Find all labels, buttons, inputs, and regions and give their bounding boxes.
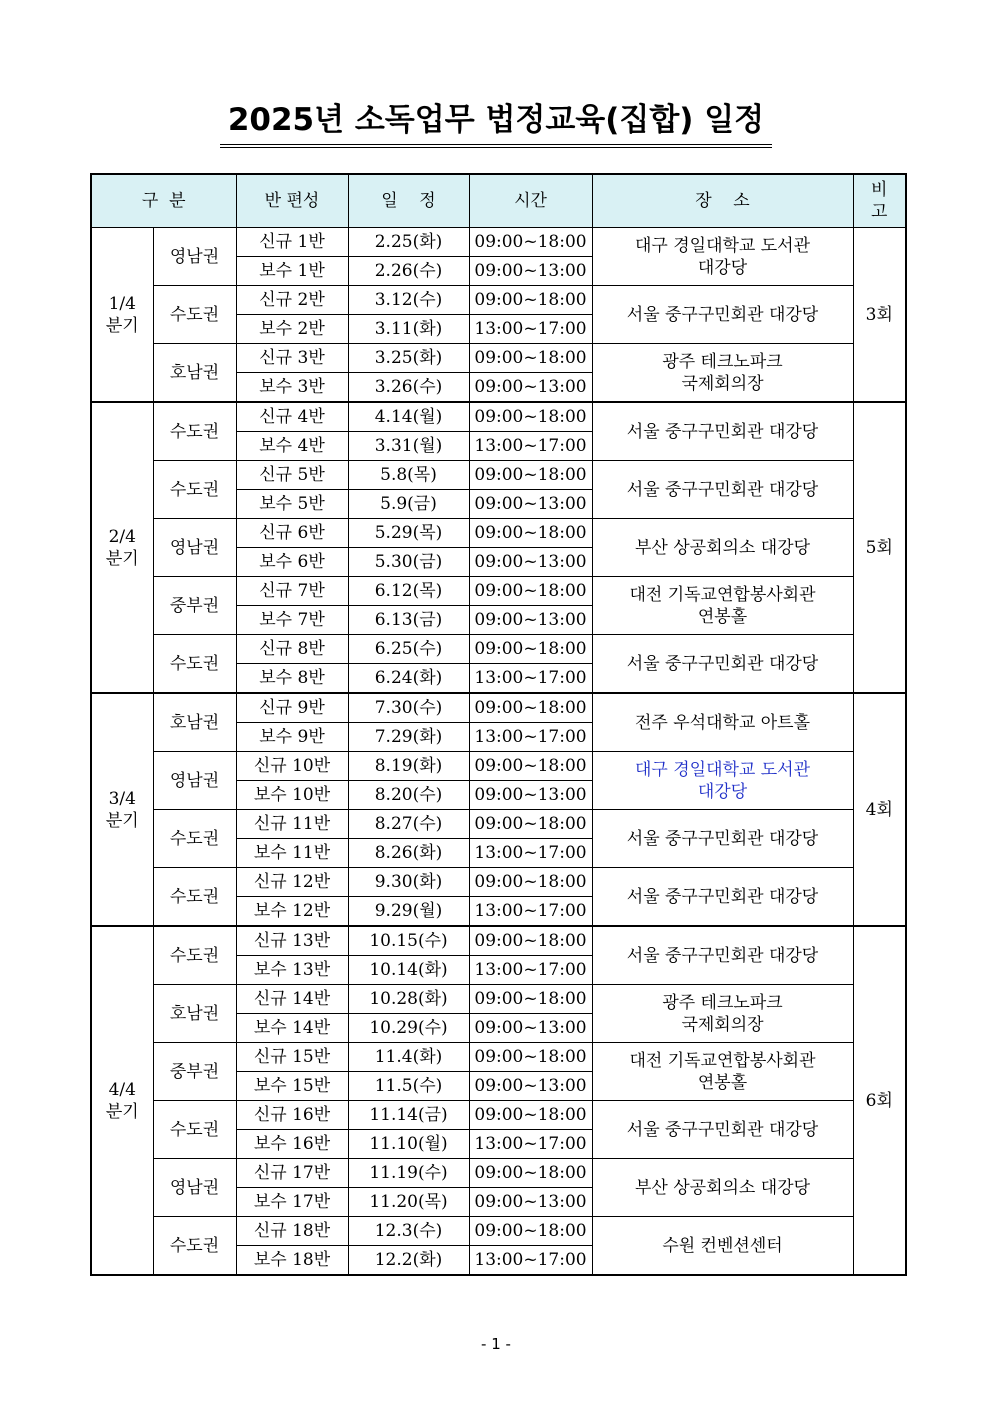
place-line-1: 서울 중구구민회관 대강당	[626, 421, 819, 442]
region-cell: 수도권	[153, 286, 236, 344]
page-title: 2025년 소독업무 법정교육(집합) 일정	[220, 100, 772, 148]
class-cell: 보수 10반	[236, 781, 348, 810]
time-cell: 09:00~18:00	[469, 1043, 592, 1072]
place-line-1: 서울 중구구민회관 대강당	[626, 653, 819, 674]
table-row	[91, 402, 906, 432]
time-cell: 09:00~18:00	[469, 344, 592, 373]
class-cell: 신규 18반	[236, 1217, 348, 1246]
place-cell	[592, 752, 853, 810]
quarter-label-sub: 분기	[105, 1101, 139, 1122]
class-cell: 보수 15반	[236, 1072, 348, 1101]
note-cell: 6회	[853, 926, 906, 1275]
time-cell: 09:00~13:00	[469, 781, 592, 810]
place-cell	[592, 519, 853, 577]
time-cell: 13:00~17:00	[469, 432, 592, 461]
class-cell: 신규 5반	[236, 461, 348, 490]
time-cell: 09:00~13:00	[469, 490, 592, 519]
time-cell: 09:00~18:00	[469, 519, 592, 548]
place-cell	[592, 810, 853, 868]
place-line-2: 국제회의장	[681, 1014, 764, 1035]
date-cell: 11.20(목)	[348, 1188, 469, 1217]
date-cell: 8.26(화)	[348, 839, 469, 868]
class-cell: 신규 6반	[236, 519, 348, 548]
date-cell: 11.5(수)	[348, 1072, 469, 1101]
class-cell: 신규 13반	[236, 926, 348, 956]
time-cell: 13:00~17:00	[469, 664, 592, 694]
date-cell: 2.25(화)	[348, 228, 469, 257]
time-cell: 13:00~17:00	[469, 315, 592, 344]
time-cell: 09:00~18:00	[469, 461, 592, 490]
region-cell: 수도권	[153, 926, 236, 985]
region-cell: 영남권	[153, 1159, 236, 1217]
place-cell	[592, 1217, 853, 1276]
date-cell: 10.14(화)	[348, 956, 469, 985]
class-cell: 보수 14반	[236, 1014, 348, 1043]
date-cell: 5.8(목)	[348, 461, 469, 490]
header-note	[853, 174, 906, 228]
class-cell: 신규 15반	[236, 1043, 348, 1072]
quarter-cell	[91, 228, 153, 403]
class-cell: 보수 18반	[236, 1246, 348, 1276]
quarter-label: 3/4	[108, 788, 136, 809]
time-cell: 09:00~18:00	[469, 577, 592, 606]
time-cell: 09:00~13:00	[469, 606, 592, 635]
date-cell: 5.9(금)	[348, 490, 469, 519]
place-cell	[592, 461, 853, 519]
place-line-1: 광주 테크노파크	[662, 992, 783, 1013]
place-line-1: 서울 중구구민회관 대강당	[626, 945, 819, 966]
time-cell: 09:00~18:00	[469, 635, 592, 664]
date-cell: 2.26(수)	[348, 257, 469, 286]
header-place: 장 소	[592, 174, 853, 228]
table-row	[91, 1159, 906, 1188]
quarter-label: 4/4	[108, 1079, 136, 1100]
place-line-1: 부산 상공회의소 대강당	[634, 537, 811, 558]
date-cell: 7.29(화)	[348, 723, 469, 752]
place-line-2: 연봉홀	[697, 606, 748, 627]
place-line-1: 서울 중구구민회관 대강당	[626, 479, 819, 500]
table-body	[91, 228, 906, 1276]
class-cell: 보수 9반	[236, 723, 348, 752]
quarter-label: 2/4	[108, 526, 136, 547]
region-cell: 영남권	[153, 228, 236, 286]
date-cell: 10.15(수)	[348, 926, 469, 956]
date-cell: 6.13(금)	[348, 606, 469, 635]
time-cell: 09:00~18:00	[469, 926, 592, 956]
time-cell: 13:00~17:00	[469, 956, 592, 985]
time-cell: 09:00~18:00	[469, 985, 592, 1014]
place-cell	[592, 344, 853, 403]
date-cell: 4.14(월)	[348, 402, 469, 432]
date-cell: 6.12(목)	[348, 577, 469, 606]
header-class: 반 편성	[236, 174, 348, 228]
class-cell: 신규 17반	[236, 1159, 348, 1188]
class-cell: 보수 1반	[236, 257, 348, 286]
region-cell: 영남권	[153, 519, 236, 577]
time-cell: 09:00~18:00	[469, 402, 592, 432]
class-cell: 신규 7반	[236, 577, 348, 606]
time-cell: 09:00~13:00	[469, 1014, 592, 1043]
place-line-1: 대구 경일대학교 도서관	[634, 759, 811, 780]
place-cell	[592, 693, 853, 752]
header-date: 일 정	[348, 174, 469, 228]
place-line-1: 대전 기독교연합봉사회관	[629, 584, 816, 605]
class-cell: 보수 3반	[236, 373, 348, 403]
table-row	[91, 1101, 906, 1130]
region-cell: 중부권	[153, 577, 236, 635]
date-cell: 8.20(수)	[348, 781, 469, 810]
class-cell: 신규 11반	[236, 810, 348, 839]
date-cell: 9.30(화)	[348, 868, 469, 897]
date-cell: 6.25(수)	[348, 635, 469, 664]
place-cell	[592, 926, 853, 985]
place-line-1: 서울 중구구민회관 대강당	[626, 886, 819, 907]
table-row	[91, 577, 906, 606]
date-cell: 3.11(화)	[348, 315, 469, 344]
quarter-label-sub: 분기	[105, 315, 139, 336]
region-cell: 영남권	[153, 752, 236, 810]
class-cell: 신규 2반	[236, 286, 348, 315]
class-cell: 보수 7반	[236, 606, 348, 635]
page-number: - 1 -	[481, 1335, 511, 1353]
note-cell: 5회	[853, 402, 906, 693]
table-row	[91, 519, 906, 548]
quarter-label: 1/4	[108, 293, 136, 314]
place-cell	[592, 1159, 853, 1217]
quarter-label-sub: 분기	[105, 810, 139, 831]
time-cell: 13:00~17:00	[469, 897, 592, 927]
table-row	[91, 868, 906, 897]
date-cell: 5.29(목)	[348, 519, 469, 548]
place-line-2: 국제회의장	[681, 373, 764, 394]
date-cell: 11.4(화)	[348, 1043, 469, 1072]
class-cell: 보수 4반	[236, 432, 348, 461]
date-cell: 9.29(월)	[348, 897, 469, 927]
header-category: 구 분	[91, 174, 236, 228]
region-cell: 수도권	[153, 868, 236, 927]
place-cell	[592, 1101, 853, 1159]
time-cell: 09:00~18:00	[469, 1217, 592, 1246]
region-cell: 호남권	[153, 985, 236, 1043]
region-cell: 수도권	[153, 402, 236, 461]
time-cell: 09:00~18:00	[469, 1159, 592, 1188]
quarter-cell	[91, 926, 153, 1275]
region-cell: 호남권	[153, 693, 236, 752]
class-cell: 보수 2반	[236, 315, 348, 344]
place-line-1: 전주 우석대학교 아트홀	[634, 712, 811, 733]
time-cell: 09:00~13:00	[469, 548, 592, 577]
date-cell: 7.30(수)	[348, 693, 469, 723]
header-row	[91, 174, 906, 228]
region-cell: 수도권	[153, 810, 236, 868]
place-line-1: 수원 컨벤션센터	[662, 1235, 783, 1256]
place-line-2: 연봉홀	[697, 1072, 748, 1093]
time-cell: 09:00~18:00	[469, 868, 592, 897]
class-cell: 신규 4반	[236, 402, 348, 432]
table-row	[91, 1217, 906, 1246]
time-cell: 09:00~18:00	[469, 1101, 592, 1130]
date-cell: 3.31(월)	[348, 432, 469, 461]
place-cell	[592, 286, 853, 344]
table-row	[91, 926, 906, 956]
time-cell: 09:00~13:00	[469, 373, 592, 403]
time-cell: 13:00~17:00	[469, 1246, 592, 1276]
time-cell: 09:00~13:00	[469, 1188, 592, 1217]
time-cell: 09:00~13:00	[469, 1072, 592, 1101]
place-line-1: 대전 기독교연합봉사회관	[629, 1050, 816, 1071]
place-cell	[592, 228, 853, 286]
class-cell: 신규 9반	[236, 693, 348, 723]
time-cell: 09:00~18:00	[469, 693, 592, 723]
date-cell: 12.2(화)	[348, 1246, 469, 1276]
date-cell: 3.12(수)	[348, 286, 469, 315]
place-line-1: 광주 테크노파크	[662, 351, 783, 372]
table-header	[91, 174, 906, 228]
quarter-cell	[91, 402, 153, 693]
place-line-1: 서울 중구구민회관 대강당	[626, 828, 819, 849]
class-cell: 신규 12반	[236, 868, 348, 897]
region-cell: 수도권	[153, 635, 236, 694]
time-cell: 09:00~13:00	[469, 257, 592, 286]
place-line-1: 서울 중구구민회관 대강당	[626, 1119, 819, 1140]
time-cell: 09:00~18:00	[469, 228, 592, 257]
class-cell: 보수 5반	[236, 490, 348, 519]
class-cell: 신규 3반	[236, 344, 348, 373]
date-cell: 10.28(화)	[348, 985, 469, 1014]
table-row	[91, 1043, 906, 1072]
date-cell: 8.27(수)	[348, 810, 469, 839]
date-cell: 10.29(수)	[348, 1014, 469, 1043]
class-cell: 신규 16반	[236, 1101, 348, 1130]
class-cell: 보수 6반	[236, 548, 348, 577]
class-cell: 신규 1반	[236, 228, 348, 257]
region-cell: 수도권	[153, 1217, 236, 1276]
table-row	[91, 286, 906, 315]
quarter-cell	[91, 693, 153, 926]
time-cell: 09:00~18:00	[469, 752, 592, 781]
class-cell: 신규 8반	[236, 635, 348, 664]
note-cell: 4회	[853, 693, 906, 926]
table-row	[91, 228, 906, 257]
class-cell: 보수 12반	[236, 897, 348, 927]
note-cell: 3회	[853, 228, 906, 403]
header-note-line-2: 고	[871, 202, 888, 222]
class-cell: 보수 13반	[236, 956, 348, 985]
place-cell	[592, 985, 853, 1043]
header-time: 시간	[469, 174, 592, 228]
quarter-label-sub: 분기	[105, 548, 139, 569]
place-line-1: 대구 경일대학교 도서관	[634, 235, 811, 256]
place-line-1: 서울 중구구민회관 대강당	[626, 304, 819, 325]
place-line-2: 대강당	[697, 781, 748, 802]
region-cell: 수도권	[153, 1101, 236, 1159]
class-cell: 보수 16반	[236, 1130, 348, 1159]
time-cell: 13:00~17:00	[469, 1130, 592, 1159]
table-row	[91, 810, 906, 839]
date-cell: 12.3(수)	[348, 1217, 469, 1246]
date-cell: 8.19(화)	[348, 752, 469, 781]
class-cell: 보수 17반	[236, 1188, 348, 1217]
region-cell: 수도권	[153, 461, 236, 519]
time-cell: 09:00~18:00	[469, 810, 592, 839]
date-cell: 5.30(금)	[348, 548, 469, 577]
table-row	[91, 461, 906, 490]
region-cell: 호남권	[153, 344, 236, 403]
place-line-1: 부산 상공회의소 대강당	[634, 1177, 811, 1198]
date-cell: 3.25(화)	[348, 344, 469, 373]
table-row	[91, 752, 906, 781]
place-cell	[592, 577, 853, 635]
place-cell	[592, 635, 853, 694]
header-note-line-1: 비	[871, 180, 888, 200]
table-row	[91, 693, 906, 723]
place-cell	[592, 1043, 853, 1101]
class-cell: 보수 8반	[236, 664, 348, 694]
table-row	[91, 985, 906, 1014]
date-cell: 11.14(금)	[348, 1101, 469, 1130]
date-cell: 6.24(화)	[348, 664, 469, 694]
schedule-table	[90, 173, 907, 1276]
place-cell	[592, 868, 853, 927]
place-cell	[592, 402, 853, 461]
time-cell: 09:00~18:00	[469, 286, 592, 315]
class-cell: 신규 10반	[236, 752, 348, 781]
title-wrap	[0, 100, 992, 148]
class-cell: 보수 11반	[236, 839, 348, 868]
table-row	[91, 635, 906, 664]
region-cell: 중부권	[153, 1043, 236, 1101]
table-row	[91, 344, 906, 373]
date-cell: 11.10(월)	[348, 1130, 469, 1159]
place-line-2: 대강당	[697, 257, 748, 278]
time-cell: 13:00~17:00	[469, 723, 592, 752]
date-cell: 3.26(수)	[348, 373, 469, 403]
date-cell: 11.19(수)	[348, 1159, 469, 1188]
class-cell: 신규 14반	[236, 985, 348, 1014]
time-cell: 13:00~17:00	[469, 839, 592, 868]
